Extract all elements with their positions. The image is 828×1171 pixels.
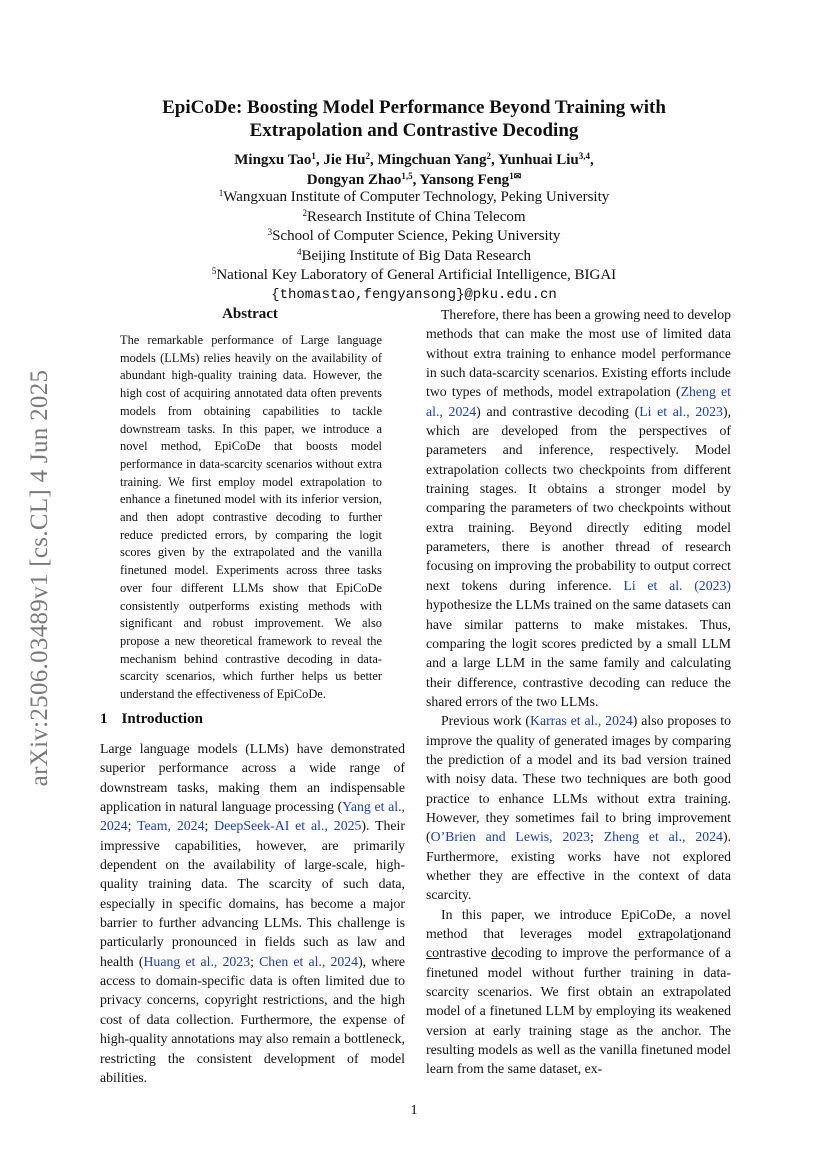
body-text: hypothesize the LLMs trained on the same datasets can have similar patterns to make mistakes. Thus, comparing the logit scores predicted by a small LLM and a large LLM in the same family and calculating their difference, contrastive decoding can reduce the shared errors of the two LLMs.	[426, 597, 731, 709]
citation-link[interactable]: Team, 2024	[137, 818, 205, 834]
underlined-letter: i	[693, 926, 698, 941]
author-affil-sup: 1	[311, 151, 316, 161]
affiliation-line	[100, 227, 728, 247]
citation-link[interactable]: Li et al. (2023)	[623, 577, 731, 593]
intro-paragraph-3	[426, 711, 731, 904]
arxiv-side-label: arXiv:2506.03489v1 [cs.CL] 4 Jun 2025	[26, 369, 53, 787]
affiliation-text: Wangxuan Institute of Computer Technology, Peking University	[223, 189, 610, 205]
intro-paragraph-2	[426, 305, 731, 711]
section-title: Introduction	[121, 711, 203, 727]
body-text: ;	[204, 818, 215, 834]
body-text: ), which are developed from the perspectives of parameters and inference, respectively. Model extrapolation collects two checkpoints from different training stages. It obtains a stronger model by comparing the parameters of two checkpoints without extra training. Beyond directly editing model parameters, there is another thread of research focusing on improving the probability to output correct next tokens during inference.	[426, 403, 732, 593]
author-name: Dongyan Zhao	[306, 172, 402, 188]
body-text: olat	[672, 926, 694, 941]
body-text: In this paper, we introduce EpiCoDe, a novel method that leverages model	[426, 906, 731, 941]
underlined-letter: p	[665, 926, 673, 941]
citation-link[interactable]: Yang et al., 2024	[100, 799, 405, 834]
citation-link[interactable]: Karras et al., 2024	[529, 713, 633, 729]
body-text: Large language models (LLMs) have demonstrated superior performance across a wide range of downstream tasks, making them an indispensable application in natural language processing (	[100, 741, 405, 815]
author-name: , Yansong Feng	[412, 172, 510, 188]
page-number: 1	[410, 1103, 418, 1118]
citation-link[interactable]: Zheng et al., 2024	[426, 384, 731, 419]
underlined-letter: co	[426, 945, 440, 961]
contact-email: {thomastao,fengyansong}@pku.edu.cn	[271, 286, 557, 303]
affiliation-list	[100, 188, 728, 305]
affiliation-line	[100, 188, 728, 208]
body-text: ;	[590, 829, 604, 845]
section-number: 1	[100, 711, 108, 727]
section-heading	[100, 711, 203, 728]
author-affil-sup: 3,4	[578, 151, 590, 161]
body-text: to improve the performance of a finetuned model without further training in data-scarcity scenarios. We first obtain an extrapolated model of a finetuned LLM by employing its weakened version at early training stage as the anchor. The resulting models as well as the vanilla finetuned model learn from the same dataset, ex-	[426, 945, 731, 1077]
body-text: Previous work (	[441, 713, 530, 729]
affiliation-sup: 5	[211, 266, 217, 276]
author-affil-sup: 2	[486, 151, 492, 161]
body-text: xtra	[644, 926, 666, 941]
underlined-letter: de	[491, 945, 505, 961]
author-name: , Yunhuai Liu	[491, 152, 579, 168]
intro-paragraph-1	[100, 739, 405, 1087]
author-affil-sup: 1✉	[509, 171, 522, 181]
affiliation-text: Research Institute of China Telecom	[306, 208, 526, 225]
title-line-2: Extrapolation and Contrastive Decoding	[249, 120, 579, 141]
affiliation-text: School of Computer Science, Peking University	[272, 228, 561, 244]
body-text: on	[697, 926, 712, 941]
affiliation-sup: 2	[302, 207, 307, 218]
affiliation-sup: 1	[218, 188, 224, 198]
affiliation-line	[100, 208, 728, 228]
affiliation-sup: 3	[267, 227, 273, 237]
body-text: ). Their impressive capabilities, however, are primarily dependent on the availability of large-scale, high-quality training data. The scarcity of such data, especially in specific domains, has become a major barrier to further advancing LLMs. This challenge is particularly pronounced in fields such as law and health (	[100, 818, 405, 969]
abstract-body: The remarkable performance of Large language models (LLMs) relies heavily on the availability of abundant high-quality training data. However, the high cost of acquiring annotated data often prevents models from obtaining capabilities to tackle downstream tasks. In this paper, we introduce a novel method, EpiCoDe that boosts model performance in data-scarcity scenarios without extra training. We first employ model extrapolation to enhance a finetuned model with its inferior version, and then adopt contrastive decoding to further reduce predicted errors, by comparing the logit scores given by the extrapolated and the vanilla finetuned model. Experiments across three tasks over four different LLMs show that EpiCoDe consistently outperforms existing methods with significant and robust improvement. We also propose a new theoretical framework to reveal the mechanism behind contrastive decoding in data-scarcity scenarios, which further helps us better understand the effectiveness of EpiCoDe.	[120, 333, 382, 702]
citation-link[interactable]: DeepSeek-AI et al., 2025	[214, 818, 362, 834]
citation-link[interactable]: Huang et al., 2023	[143, 953, 251, 969]
citation-link[interactable]: O’Brien and Lewis, 2023	[430, 829, 591, 845]
abstract-heading: Abstract	[222, 306, 278, 322]
body-text: ) also proposes to improve the quality of generated images by comparing the prediction of a model and its bad version trained with noisy data. These two techniques are both good practice to enhance LLMs without extra training. However, they sometimes fail to bring improvement (	[426, 713, 731, 845]
affiliation-sup: 4	[296, 246, 302, 257]
title-line-1: EpiCoDe: Boosting Model Performance Beyond Training with	[162, 97, 666, 118]
underlined-letter: e	[638, 926, 645, 941]
author-list	[100, 150, 728, 190]
author-name: , Mingchuan Yang	[369, 152, 487, 168]
body-text: ). Furthermore, existing works have not explored whether they are effective in the context of data scarcity.	[426, 829, 731, 903]
author-affil-sup: 1,5	[401, 171, 413, 181]
body-text: ntrastive	[439, 945, 492, 961]
body-text: Therefore, there has been a growing need to develop methods that can make the most use of limited data without extra training to enhance model performance in such data-scarcity scenarios. Existing efforts include two types of methods, model extrapolation (	[426, 307, 731, 400]
intro-paragraph-4	[426, 905, 731, 1079]
body-text: ;	[127, 818, 138, 834]
affiliation-line	[100, 247, 728, 267]
body-text: ;	[250, 953, 260, 969]
affiliation-text: Beijing Institute of Big Data Research	[301, 247, 532, 264]
body-text: ), where access to domain-specific data is often limited due to privacy concerns, copyright restrictions, and the high cost of data collection. Furthermore, the expense of high-quality annotations may also remain a bottleneck, restricting the consistent development of model abilities.	[100, 953, 405, 1085]
body-text: ) and contrastive decoding (	[476, 403, 640, 419]
author-name: , Jie Hu	[315, 152, 366, 168]
body-text: coding	[504, 945, 542, 961]
body-text: and	[711, 926, 731, 941]
affiliation-text: National Key Laboratory of General Artificial Intelligence, BIGAI	[216, 267, 617, 283]
author-separator: ,	[589, 152, 594, 168]
author-affil-sup: 2	[365, 151, 370, 161]
author-name: Mingxu Tao	[234, 152, 312, 168]
right-column	[426, 305, 731, 1079]
citation-link[interactable]: Zheng et al., 2024	[603, 829, 723, 845]
affiliation-line	[100, 266, 728, 286]
paper-title	[100, 96, 728, 142]
citation-link[interactable]: Chen et al., 2024	[259, 953, 359, 969]
citation-link[interactable]: Li et al., 2023	[639, 403, 723, 419]
